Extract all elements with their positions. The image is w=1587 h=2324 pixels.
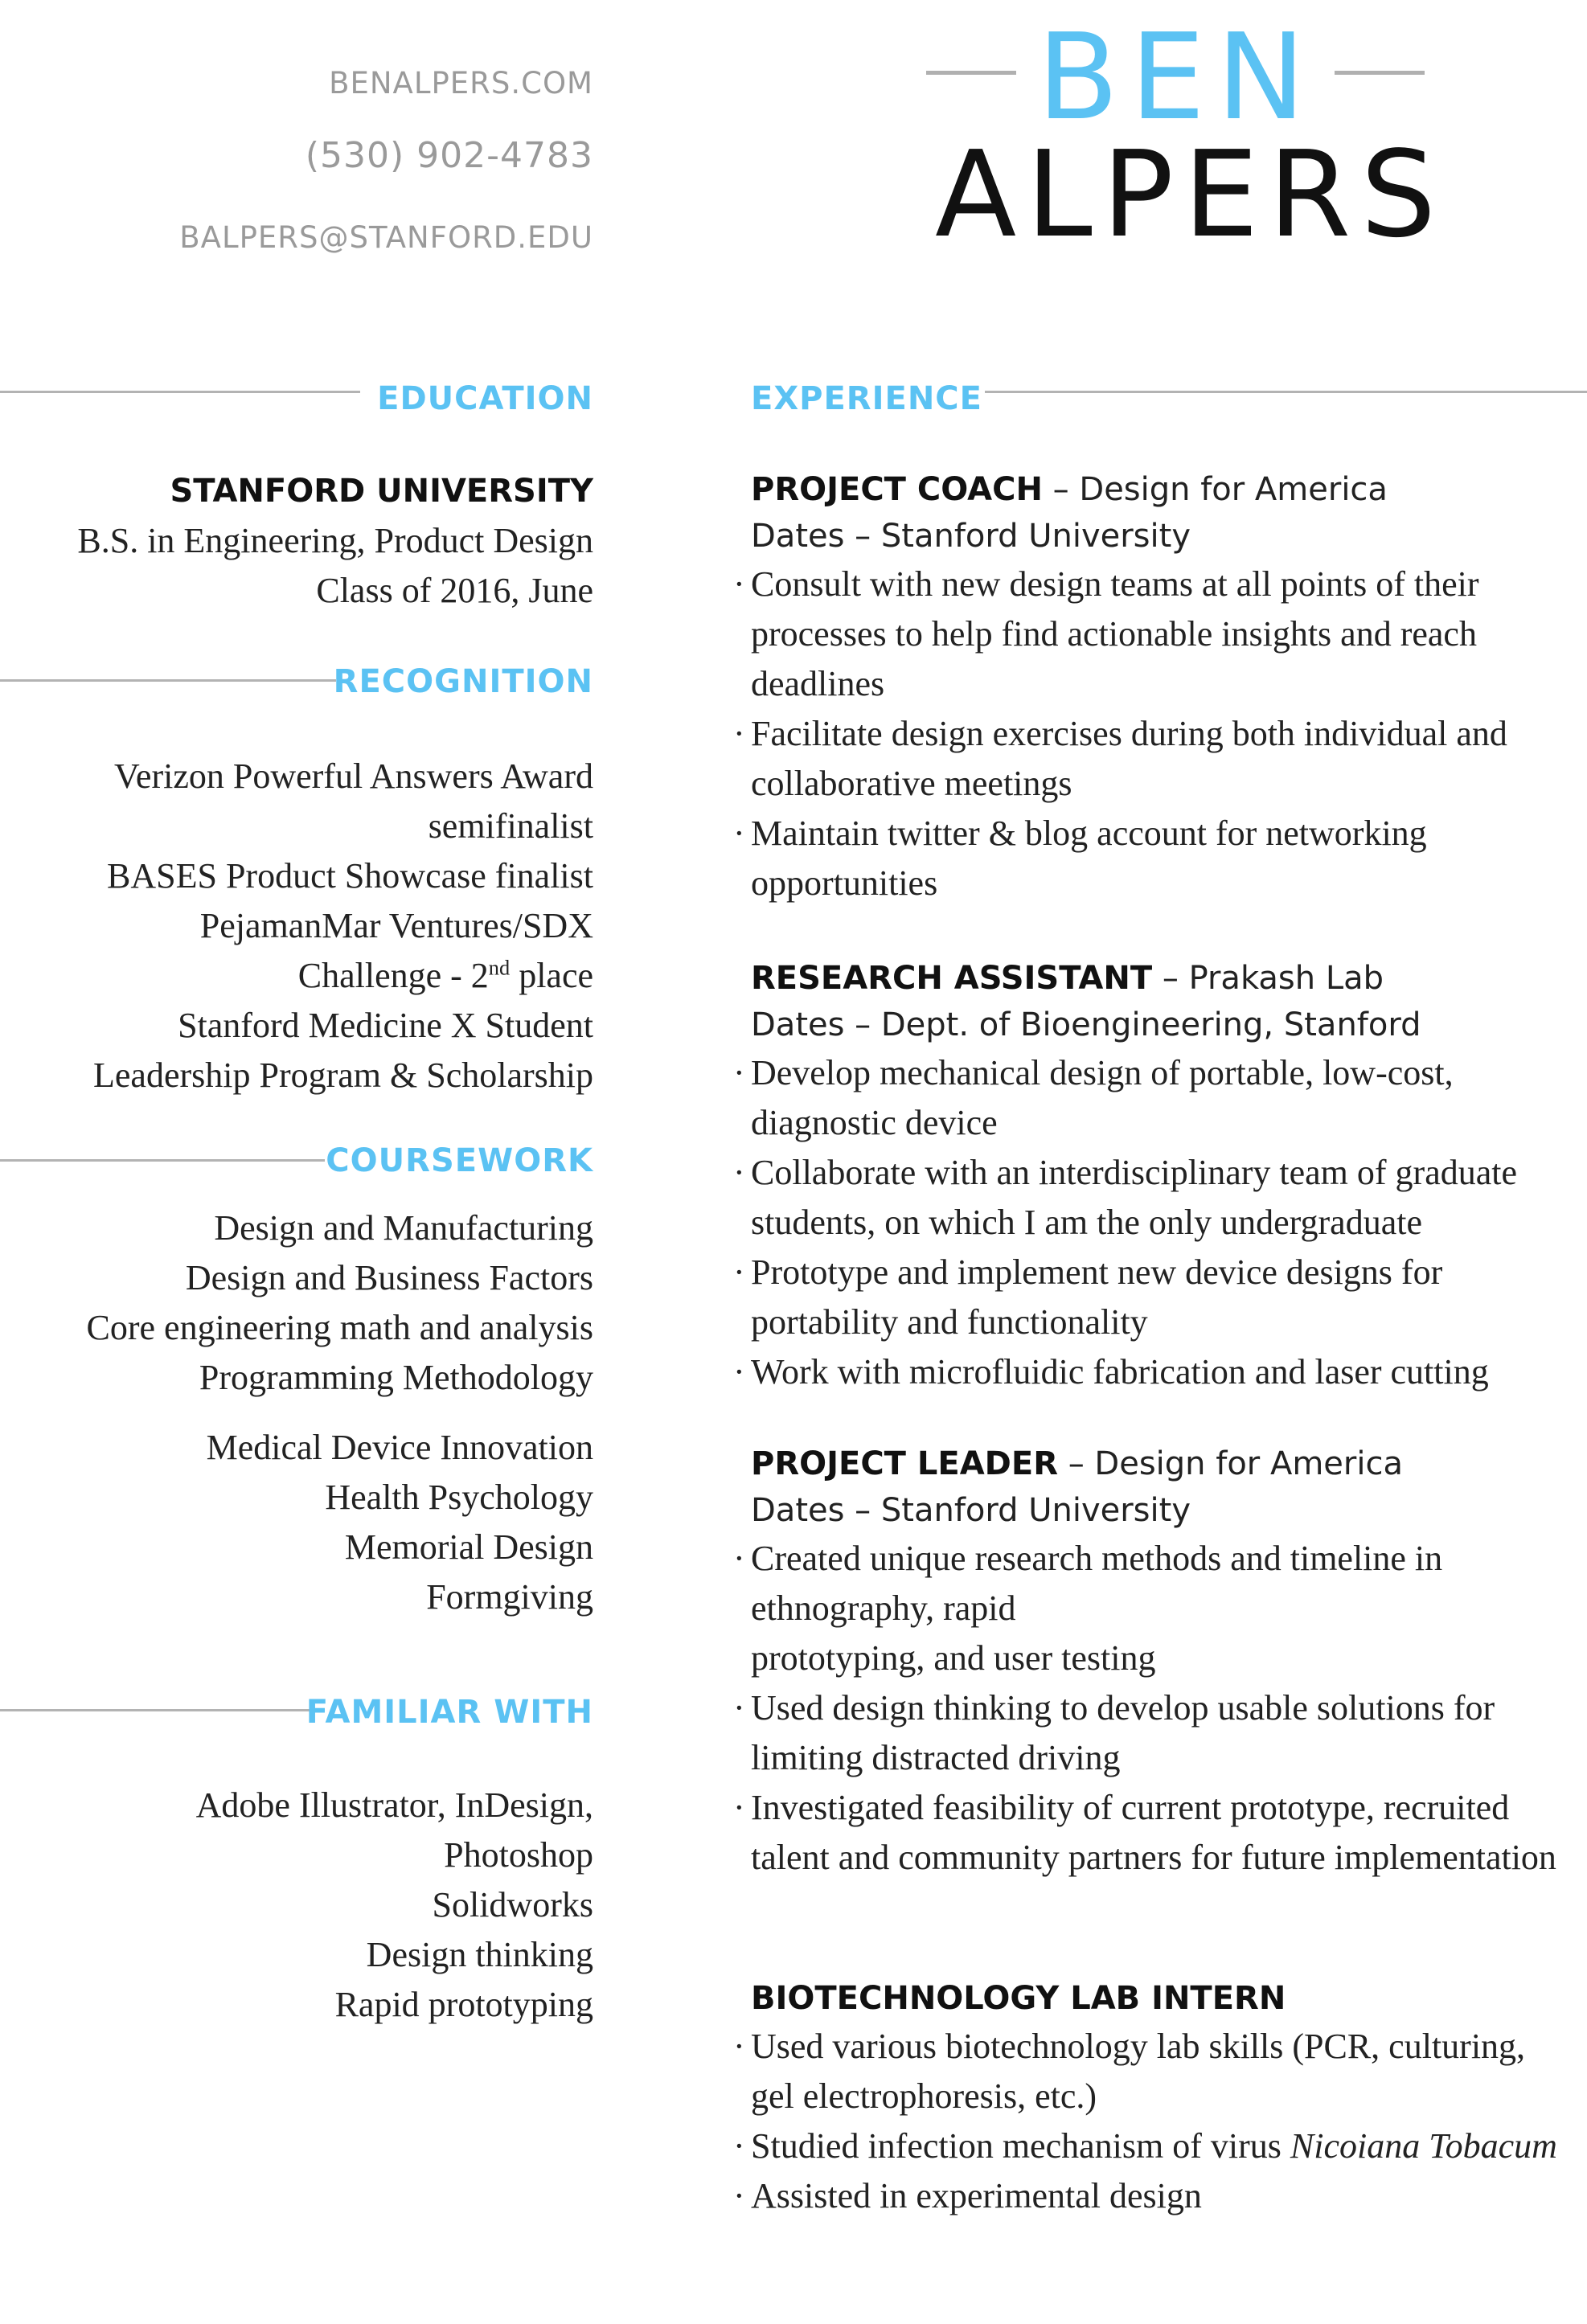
education-rule <box>0 391 360 393</box>
education-heading: EDUCATION <box>377 380 593 417</box>
job-bullets <box>751 2022 1571 2221</box>
experience-heading: EXPERIENCE <box>751 380 982 417</box>
job-biotech-intern <box>751 1975 1571 2221</box>
course-item: Formgiving <box>426 1577 593 1617</box>
phone-number: (530) 902-4783 <box>305 135 593 176</box>
job-bullet <box>751 2121 1571 2171</box>
job-org: – Design for America <box>1042 471 1388 508</box>
name-rule-right <box>1335 71 1425 75</box>
job-bullet: · Assisted in experimental design <box>751 2171 1571 2221</box>
job-bullet: · Prototype and implement new device designs for portability and functionality <box>751 1248 1571 1347</box>
last-name: ALPERS <box>935 125 1446 264</box>
recognition-line: Verizon Powerful Answers Award <box>114 756 593 796</box>
skill-item: Adobe Illustrator, InDesign, <box>195 1785 593 1825</box>
recognition-line: semifinalist <box>428 806 593 846</box>
degree: B.S. in Engineering, Product Design <box>77 521 593 560</box>
job-title-line <box>751 1441 1571 1487</box>
course-item: Health Psychology <box>325 1478 593 1517</box>
familiar-rule <box>0 1709 325 1711</box>
school-name: STANFORD UNIVERSITY <box>170 473 593 510</box>
job-bullet: · Develop mechanical design of portable, low-cost, diagnostic device <box>751 1048 1571 1148</box>
recognition-line: PejamanMar Ventures/SDX <box>199 906 593 945</box>
name-rule-left <box>926 71 1016 75</box>
job-project-coach <box>751 466 1571 908</box>
skill-item: Design thinking <box>366 1935 593 1974</box>
recognition-list <box>0 752 593 1101</box>
course-item: Design and Business Factors <box>185 1258 593 1297</box>
course-item: Core engineering math and analysis <box>86 1308 593 1347</box>
job-title-line <box>751 955 1571 1002</box>
job-dates: Dates – Stanford University <box>751 1492 1191 1529</box>
job-dates: Dates – Stanford University <box>751 518 1191 555</box>
coursework-heading: COURSEWORK <box>326 1142 593 1179</box>
job-org: – Design for America <box>1058 1445 1403 1482</box>
class-year: Class of 2016, June <box>316 571 593 610</box>
job-project-leader <box>751 1441 1571 1883</box>
job-title-line <box>751 466 1571 513</box>
course-item: Memorial Design <box>344 1527 593 1567</box>
job-bullet-text: Studied infection mechanism of virus <box>751 2126 1290 2166</box>
email-link[interactable]: BALPERS@STANFORD.EDU <box>179 220 593 255</box>
skill-item: Photoshop <box>444 1835 593 1875</box>
job-bullet: · Maintain twitter & blog account for networking opportunities <box>751 809 1571 908</box>
coursework-rule <box>0 1159 325 1162</box>
job-bullet-italic: Nicoiana Tobacum <box>1290 2126 1557 2166</box>
recognition-line: Stanford Medicine X Student <box>178 1006 593 1045</box>
coursework-list-2 <box>0 1423 593 1622</box>
recognition-line: Leadership Program & Scholarship <box>93 1055 593 1095</box>
job-bullet-text: prototyping, and user testing <box>751 1638 1156 1678</box>
course-item: Design and Manufacturing <box>214 1208 593 1248</box>
job-bullet-text: Created unique research methods and timeline in ethnography, rapid <box>751 1539 1443 1628</box>
job-bullet: · Used design thinking to develop usable solutions for limiting distracted driving <box>751 1683 1571 1783</box>
familiar-list <box>0 1781 593 2030</box>
job-research-assistant <box>751 955 1571 1397</box>
recognition-line <box>0 951 593 1001</box>
course-item: Programming Methodology <box>199 1358 593 1397</box>
job-title-line <box>751 1975 1571 2022</box>
recognition-line: BASES Product Showcase finalist <box>107 856 593 896</box>
education-block <box>0 466 593 616</box>
familiar-heading: FAMILIAR WITH <box>306 1694 593 1731</box>
website-link[interactable]: BENALPERS.COM <box>329 66 593 100</box>
job-bullet: · Collaborate with an interdisciplinary team of graduate students, on which I am the only undergraduate <box>751 1148 1571 1248</box>
job-bullet: · Used various biotechnology lab skills (PCR, culturing, gel electrophoresis, etc.) <box>751 2022 1571 2121</box>
job-role: PROJECT LEADER <box>751 1445 1058 1482</box>
experience-rule <box>985 391 1587 393</box>
job-role: BIOTECHNOLOGY LAB INTERN <box>751 1980 1286 2017</box>
job-bullets <box>751 559 1571 908</box>
first-name: BEN <box>1037 8 1317 146</box>
recognition-superscript: nd <box>488 955 511 980</box>
job-dates: Dates – Dept. of Bioengineering, Stanford <box>751 1006 1421 1043</box>
job-bullet: · Facilitate design exercises during both individual and collaborative meetings <box>751 709 1571 809</box>
job-bullet <box>751 1534 1571 1683</box>
recognition-rule <box>0 679 336 682</box>
course-item: Medical Device Innovation <box>206 1428 593 1467</box>
recognition-text: Challenge - 2 <box>297 956 489 995</box>
job-bullets <box>751 1048 1571 1397</box>
job-role: RESEARCH ASSISTANT <box>751 960 1153 997</box>
job-bullet: · Investigated feasibility of current prototype, recruited talent and community partners for future implementation <box>751 1783 1571 1883</box>
job-bullets <box>751 1534 1571 1883</box>
job-org: – Prakash Lab <box>1152 960 1384 997</box>
skill-item: Rapid prototyping <box>334 1985 593 2024</box>
recognition-heading: RECOGNITION <box>333 663 593 700</box>
skill-item: Solidworks <box>432 1885 593 1924</box>
coursework-list-1 <box>0 1203 593 1403</box>
job-bullet: · Consult with new design teams at all points of their processes to help find actionable insights and reach deadlines <box>751 559 1571 709</box>
job-bullet: · Work with microfluidic fabrication and laser cutting <box>751 1347 1571 1397</box>
recognition-text: place <box>519 956 593 995</box>
job-role: PROJECT COACH <box>751 471 1043 508</box>
